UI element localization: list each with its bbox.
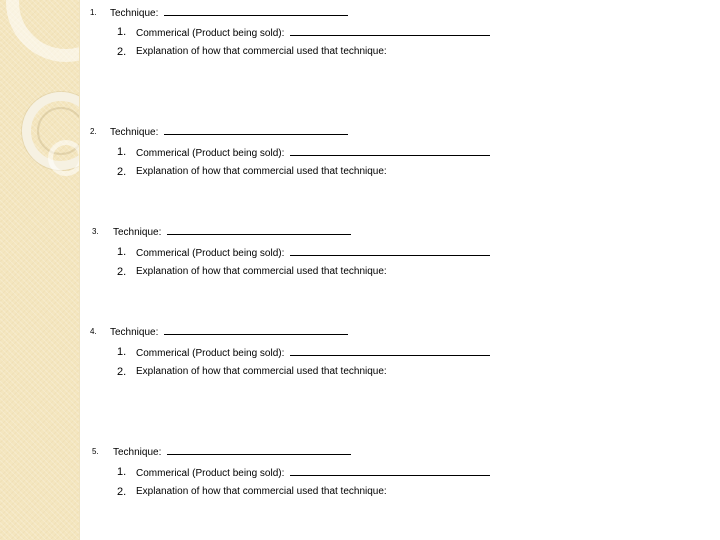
explanation-label: Explanation of how that commercial used that technique: — [136, 46, 387, 57]
sub-number: 1. — [117, 346, 127, 358]
technique-answer-blank[interactable] — [167, 445, 351, 455]
item-number: 2. — [90, 127, 97, 136]
product-answer-blank[interactable] — [290, 246, 490, 256]
technique-line — [110, 125, 348, 139]
explanation-label: Explanation of how that commercial used that technique: — [136, 166, 387, 177]
sub-number: 2. — [117, 366, 127, 378]
technique-answer-blank[interactable] — [164, 6, 348, 16]
technique-answer-blank[interactable] — [164, 325, 348, 335]
sub-number: 2. — [117, 46, 127, 58]
technique-label: Technique: — [113, 227, 162, 238]
product-line — [136, 26, 490, 40]
technique-label: Technique: — [110, 8, 159, 19]
item-number: 4. — [90, 327, 97, 336]
explanation-label: Explanation of how that commercial used that technique: — [136, 266, 387, 277]
explanation-line — [136, 486, 387, 498]
technique-label: Technique: — [113, 447, 162, 458]
item-number: 5. — [92, 447, 99, 456]
sub-number: 1. — [117, 26, 127, 38]
product-line — [136, 466, 490, 480]
sub-number: 2. — [117, 486, 127, 498]
product-answer-blank[interactable] — [290, 466, 490, 476]
decorative-sidebar — [0, 0, 80, 540]
explanation-line — [136, 366, 387, 378]
explanation-line — [136, 266, 387, 278]
product-label: Commerical (Product being sold): — [136, 248, 285, 259]
product-answer-blank[interactable] — [290, 346, 490, 356]
explanation-label: Explanation of how that commercial used that technique: — [136, 366, 387, 377]
product-line — [136, 146, 490, 160]
sub-number: 2. — [117, 266, 127, 278]
explanation-line — [136, 166, 387, 178]
product-label: Commerical (Product being sold): — [136, 148, 285, 159]
technique-line — [113, 225, 351, 239]
technique-answer-blank[interactable] — [164, 125, 348, 135]
product-label: Commerical (Product being sold): — [136, 468, 285, 479]
decorative-ring-small — [48, 140, 80, 176]
technique-label: Technique: — [110, 327, 159, 338]
sub-number: 1. — [117, 246, 127, 258]
sub-number: 1. — [117, 146, 127, 158]
technique-label: Technique: — [110, 127, 159, 138]
product-line — [136, 346, 490, 360]
technique-line — [113, 445, 351, 459]
product-answer-blank[interactable] — [290, 146, 490, 156]
decorative-ring-large — [6, 0, 80, 62]
product-answer-blank[interactable] — [290, 26, 490, 36]
technique-line — [110, 325, 348, 339]
product-label: Commerical (Product being sold): — [136, 348, 285, 359]
sub-number: 2. — [117, 166, 127, 178]
product-label: Commerical (Product being sold): — [136, 28, 285, 39]
technique-answer-blank[interactable] — [167, 225, 351, 235]
technique-line — [110, 6, 348, 20]
product-line — [136, 246, 490, 260]
item-number: 1. — [90, 8, 97, 17]
explanation-line — [136, 46, 387, 58]
explanation-label: Explanation of how that commercial used that technique: — [136, 486, 387, 497]
item-number: 3. — [92, 227, 99, 236]
sub-number: 1. — [117, 466, 127, 478]
